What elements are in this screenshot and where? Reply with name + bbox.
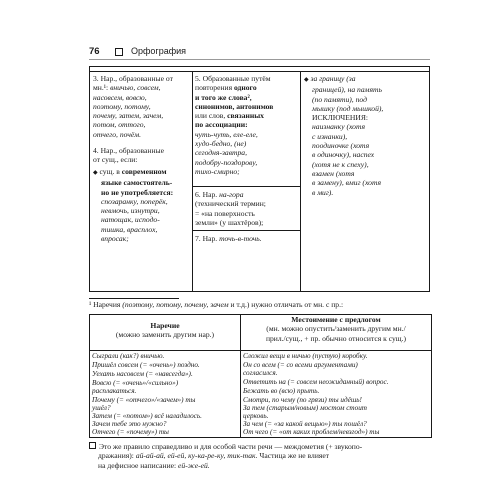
rule-4: 4. Нар., образованные от сущ., если: [93, 146, 164, 165]
diamond-bullet-icon: ◆ [93, 170, 98, 176]
adverb-column-header: Наречие (можно заменить другим нар.) [90, 315, 241, 351]
rules-column-2 [192, 72, 301, 291]
rule-3: 3. Нар., образованные от мн.¹: вничью, совсем, насовсем, вовсю, поэтому, потому, почему, затем, зачем, потом, оттого, отчего, почём. [93, 74, 173, 139]
rules-column-3 [301, 72, 429, 291]
table-row: Уехать насовсем (= «навсегда»). [92, 370, 193, 378]
section-title: Орфография [131, 46, 187, 56]
table-row: ушёл? [92, 404, 111, 412]
table-row: Вовсю (= «очень»/«сильно») [92, 379, 179, 387]
square-icon [89, 442, 96, 449]
row-divider [192, 230, 300, 231]
diamond-bullet-icon: ◆ [304, 77, 309, 83]
table-row: За чем (= «за какой вещью») ты пошёл? [243, 420, 367, 428]
table-row: За тем (старым/новым) мостом стоит [243, 404, 367, 412]
adverb-examples [90, 351, 241, 437]
header-divider [89, 59, 430, 60]
rule-7: 7. Нар. точь-в-точь. [195, 234, 262, 243]
table-row: Почему (= «отчего»/«зачем») ты [92, 396, 196, 404]
table-row: Отчего (= «почему») ты [92, 428, 169, 436]
pronoun-column-header: Местоимение с предлогом (мн. можно опустить/заменить другим мн./ прил./сущ., + пр. обычно относится к сущ.) [241, 315, 431, 351]
table-row: Бежать во (всю) прыть. [243, 387, 320, 395]
footnote-1: ¹ Наречия (поэтому, потому, почему, зачем и т.д.) нужно отличать от мн. с пр.: [89, 300, 344, 309]
table-row: расплакаться. [92, 387, 137, 395]
table-row: согласился. [243, 369, 278, 377]
table-row: От чего (= «от каких проблем/невзгод») ты [243, 428, 380, 436]
table-row: Сыграли (как?) вничью. [92, 352, 165, 360]
rule-4-condition: ◆ сущ. в современном языке самостоятель- но не употребляется: спозаранку, поперёк, невмочь, изнутри, натощак, исподо- тишка, врасплох, впросак; [93, 167, 174, 244]
row-divider [192, 186, 300, 187]
pronoun-examples [241, 351, 431, 437]
rules-table [89, 66, 430, 292]
rule-5: 5. Образованные путём повторения одного и того же слова², синонимов, антонимов или слов, связанных по ассоциации: чуть-чуть, еле-еле, худо-бедно, (не) сегодня-завтра, подобру-поздорову, тихо-смирно; [195, 74, 274, 176]
comparison-table [89, 314, 432, 438]
footnote-2: Это же правило справедливо и для особой части речи — междометия (+ звукопо- дражания): ай-ай-ай, ей-ей, ку-ка-ре-ку, тик-так. Частица же не влияет на дефисное написание: ей-же-ей. [89, 442, 432, 470]
rules-column-1 [90, 72, 193, 291]
footnote-divider [89, 298, 179, 299]
rule-6: 6. Нар. на-гора (технический термин; = «на поверхность земли» (у шахтёров); [195, 190, 266, 227]
square-icon [115, 48, 123, 56]
page-number: 76 [89, 46, 100, 57]
page-header [89, 46, 429, 60]
exceptions-list: ◆ за границу (за границей), на память (по памяти), под мышку (под мышкой), ИСКЛЮЧЕНИЯ: наизнанку (хотя с изнанки), поодиночке (хотя в одиночку), наспех (хотя не к спеху), взамен (хотя в замену), вмиг (хотя в миг). [304, 74, 384, 197]
table-row: Пришёл совсем (= «очень») поздно. [92, 361, 200, 369]
table-row: Ответить на (= совсем неожиданный) вопрос. [243, 378, 389, 386]
table-row: церковь. [243, 412, 269, 420]
table-row: Смотри, по чему (по грязи) ты идёшь! [243, 396, 362, 404]
table-row: Зачем тебе это нужно? [92, 420, 167, 428]
table-row: Сложил вещи в ничью (пустую) коробку. [243, 352, 368, 360]
table-row: Затем (= «потом») всё наладилось. [92, 412, 202, 420]
table-row: Он со всем (= со всеми аргументами) [243, 361, 358, 369]
